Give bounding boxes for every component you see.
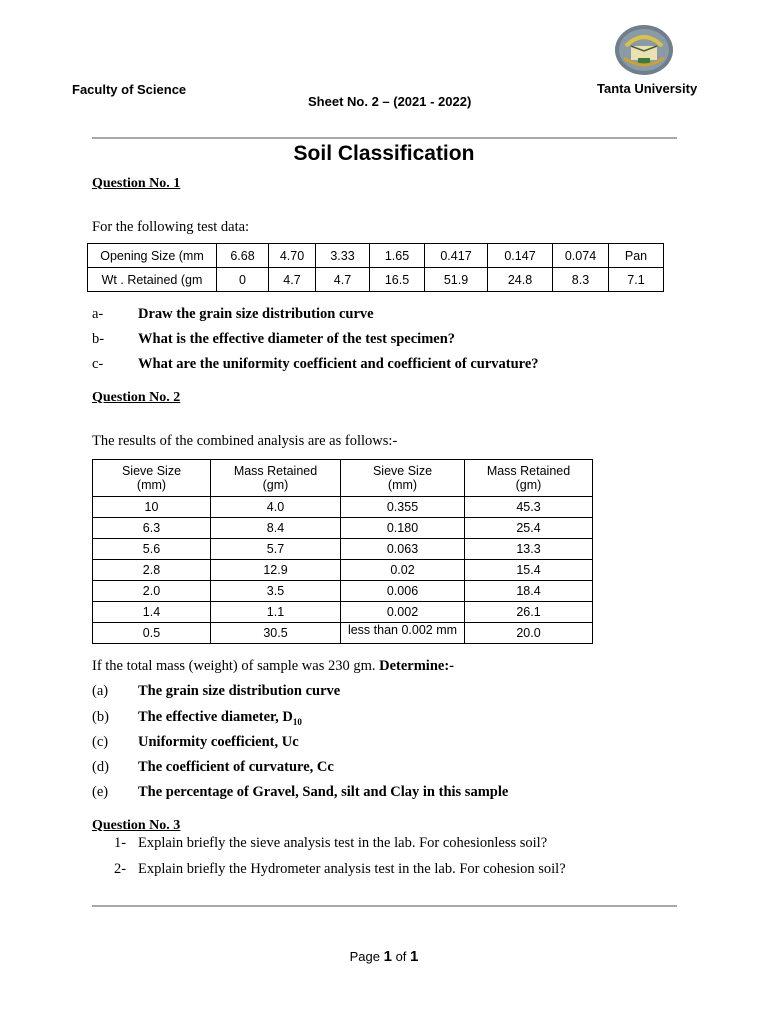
university-name: Tanta University [597, 81, 698, 96]
list-item-text: Uniformity coefficient, Uc [138, 734, 299, 750]
list-item-text: What are the uniformity coefficient and coefficient of curvature? [138, 356, 539, 372]
table-cell: 4.0 [211, 497, 341, 518]
clipped-cell-text: less than 0.002 mm [347, 622, 458, 637]
list-item-text: Explain briefly the Hydrometer analysis test in the lab. For cohesion soil? [138, 861, 566, 877]
table-cell: 8.3 [553, 268, 609, 292]
list-item-text: What is the effective diameter of the test specimen? [138, 331, 456, 347]
sieve-data-table [87, 243, 664, 292]
table-cell: 18.4 [465, 581, 593, 602]
table-cell: 2.0 [93, 581, 211, 602]
column-header: Sieve Size (mm) [341, 460, 465, 497]
list-item-mark: (d) [92, 759, 109, 775]
table-cell: 4.7 [316, 268, 370, 292]
table-cell: 1.1 [211, 602, 341, 623]
list-item-text: The percentage of Gravel, Sand, silt and Clay in this sample [138, 784, 509, 800]
table-cell: 3.5 [211, 581, 341, 602]
table-cell: 8.4 [211, 518, 341, 539]
table-cell: 13.3 [465, 539, 593, 560]
list-item-mark: a- [92, 306, 104, 322]
question-1-intro: For the following test data: [92, 219, 250, 235]
table-cell: 0.063 [341, 539, 465, 560]
table-cell: 0.355 [341, 497, 465, 518]
combined-analysis-table [92, 459, 593, 644]
list-item-mark: (e) [92, 784, 109, 800]
list-item-mark: (b) [92, 709, 109, 725]
question-1-heading: Question No. 1 [92, 176, 181, 191]
faculty-name: Faculty of Science [72, 82, 187, 97]
table-row [93, 497, 593, 518]
list-item-mark: 2- [114, 861, 127, 877]
column-header: Mass Retained (gm) [211, 460, 341, 497]
page-footer: Page 1 of 1 [349, 948, 419, 965]
list-item-mark: (c) [92, 734, 109, 750]
table-cell: 24.8 [488, 268, 553, 292]
table-row [93, 623, 593, 644]
list-item-text: Explain briefly the sieve analysis test in the lab. For cohesionless soil? [138, 835, 548, 851]
table-cell: 3.33 [316, 244, 370, 268]
column-header: Sieve Size (mm) [93, 460, 211, 497]
list-item-text: The coefficient of curvature, Cc [138, 759, 334, 775]
list-item-mark: b- [92, 331, 105, 347]
table-cell: 6.68 [217, 244, 269, 268]
table-cell: 30.5 [211, 623, 341, 644]
page-title: Soil Classification [293, 142, 475, 165]
table-cell: Pan [609, 244, 664, 268]
list-item-mark: (a) [92, 683, 109, 699]
table-cell: 1.4 [93, 602, 211, 623]
table-row [93, 560, 593, 581]
bottom-divider [92, 905, 677, 907]
table-cell: 1.65 [370, 244, 425, 268]
list-item-text: The grain size distribution curve [138, 683, 341, 699]
table-row [93, 602, 593, 623]
list-item-text: Draw the grain size distribution curve [138, 306, 374, 322]
list-item-mark: c- [92, 356, 104, 372]
list-item-text: The effective diameter, $D_{10}$ [138, 709, 302, 727]
table-cell: 6.3 [93, 518, 211, 539]
table-cell: Wt . Retained (gm [88, 268, 217, 292]
table-row [93, 539, 593, 560]
table-cell [341, 623, 465, 644]
table-row [93, 581, 593, 602]
question-2-heading: Question No. 2 [92, 390, 181, 405]
table-cell: 0.006 [341, 581, 465, 602]
table-cell: 7.1 [609, 268, 664, 292]
table-cell: 0.02 [341, 560, 465, 581]
table-cell: 0.180 [341, 518, 465, 539]
university-logo [614, 24, 674, 76]
table-cell: 10 [93, 497, 211, 518]
table-cell: 0.002 [341, 602, 465, 623]
table-cell: 5.6 [93, 539, 211, 560]
column-header: Mass Retained (gm) [465, 460, 593, 497]
table-cell: 25.4 [465, 518, 593, 539]
question-2-intro: The results of the combined analysis are as follows:- [92, 433, 398, 449]
determine-line: If the total mass (weight) of sample was 230 gm. Determine:- [92, 658, 454, 674]
table-cell: 26.1 [465, 602, 593, 623]
table-cell: 16.5 [370, 268, 425, 292]
top-divider [92, 137, 677, 139]
table-cell: 45.3 [465, 497, 593, 518]
table-header-row [93, 460, 593, 497]
question-3-heading: Question No. 3 [92, 818, 181, 833]
table-cell: Opening Size (mm [88, 244, 217, 268]
table-cell: 2.8 [93, 560, 211, 581]
table-cell: 51.9 [425, 268, 488, 292]
table-row [93, 518, 593, 539]
table-cell: 12.9 [211, 560, 341, 581]
sheet-number: Sheet No. 2 – (2021 - 2022) [308, 94, 472, 109]
table-cell: 4.70 [269, 244, 316, 268]
table-cell: 0.417 [425, 244, 488, 268]
table-row [88, 268, 664, 292]
table-cell: 0.147 [488, 244, 553, 268]
table-cell: 15.4 [465, 560, 593, 581]
table-cell: 0 [217, 268, 269, 292]
table-cell: 0.074 [553, 244, 609, 268]
table-row [88, 244, 664, 268]
table-cell: 20.0 [465, 623, 593, 644]
table-cell: 4.7 [269, 268, 316, 292]
list-item-mark: 1- [114, 835, 127, 851]
table-cell: 0.5 [93, 623, 211, 644]
table-cell: 5.7 [211, 539, 341, 560]
